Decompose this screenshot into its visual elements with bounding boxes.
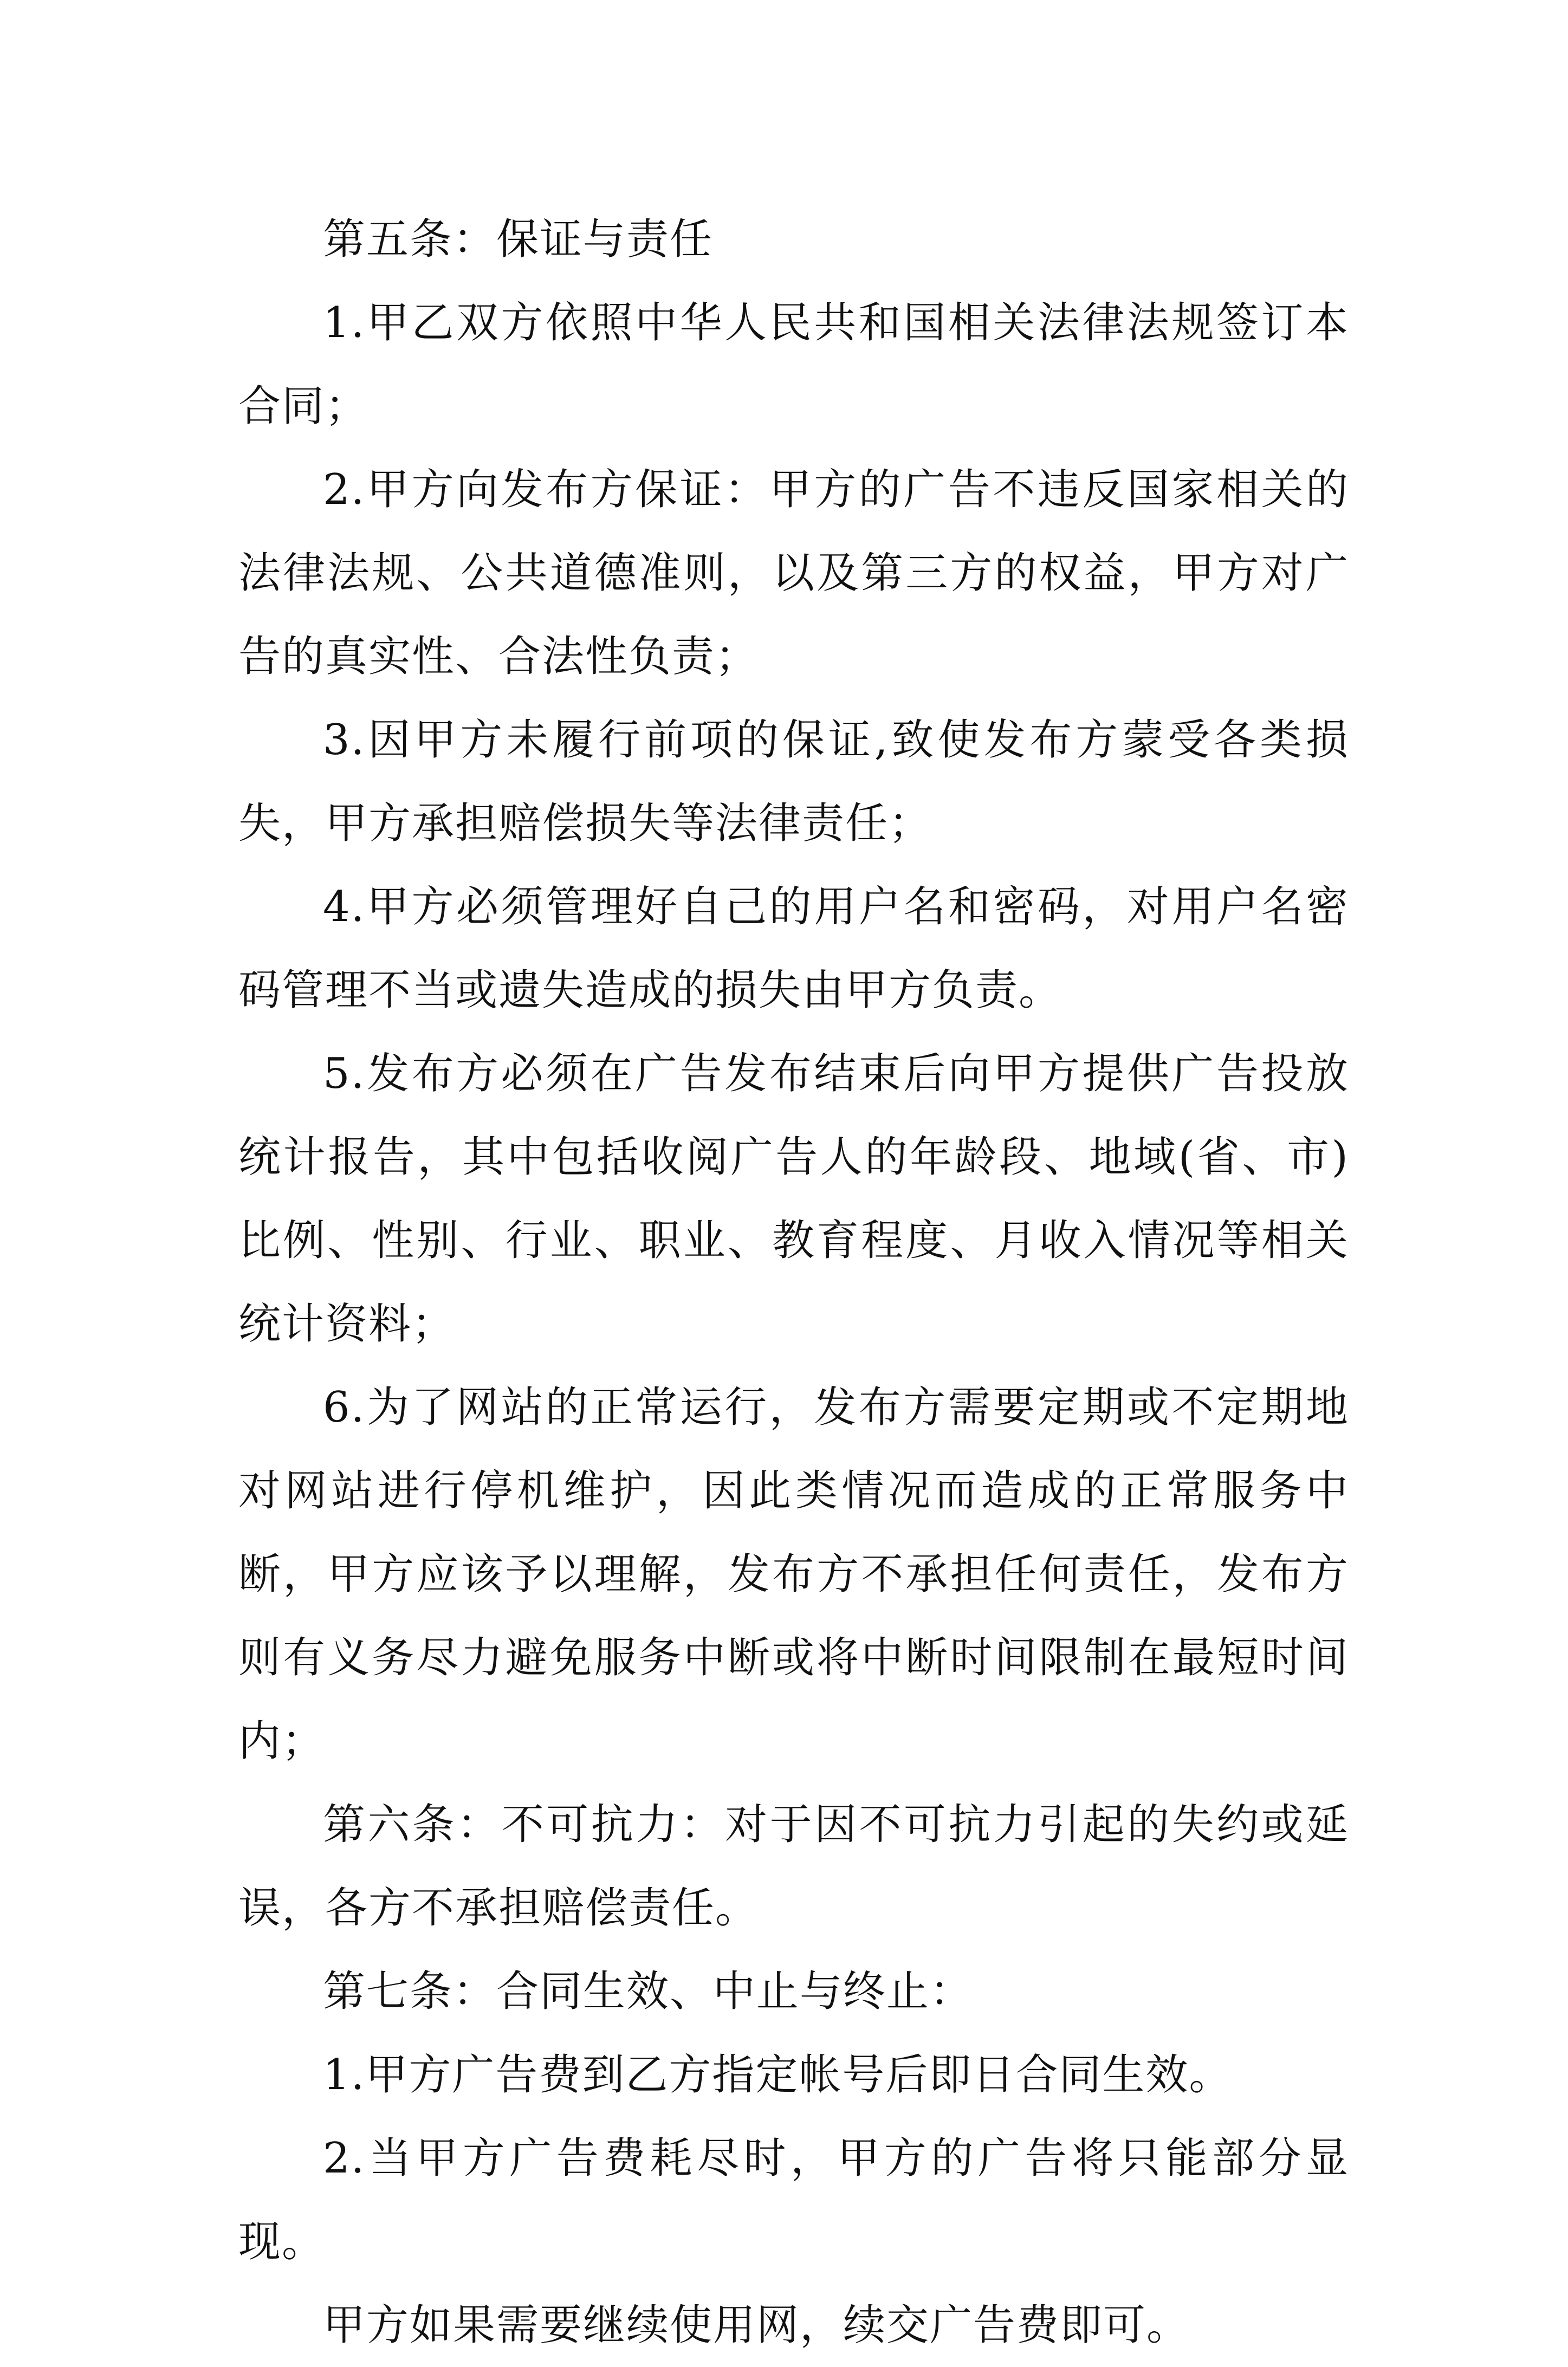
section-heading-article-7: 第七条：合同生效、中止与终止： — [323, 1967, 974, 2016]
clause-paragraph: 2.甲方向发布方保证：甲方的广告不违反国家相关的法律法规、公共道德准则，以及第三方的权益，甲方对广告的真实性、合法性负责； — [238, 465, 1349, 681]
clause-paragraph: 1.甲方广告费到乙方指定帐号后即日合同生效。 — [323, 2051, 1233, 2099]
clause-paragraph: 4.甲方必须管理好自己的用户名和密码，对用户名密码管理不当或遗失造成的损失由甲方负责。 — [238, 883, 1349, 1015]
section-paragraph-article-6: 第六条：不可抗力：对于因不可抗力引起的失约或延误，各方不承担赔偿责任。 — [238, 1800, 1349, 1932]
clause-paragraph: 5.发布方必须在广告发布结束后向甲方提供广告投放统计报告，其中包括收阅广告人的年龄段、地域(省、市)比例、性别、行业、职业、教育程度、月收入情况等相关统计资料； — [238, 1049, 1349, 1348]
clause-paragraph: 3.因甲方未履行前项的保证,致使发布方蒙受各类损失，甲方承担赔偿损失等法律责任； — [238, 716, 1349, 848]
document-body — [238, 198, 1349, 2367]
section-heading-article-5: 第五条：保证与责任 — [323, 215, 714, 264]
clause-paragraph: 2.当甲方广告费耗尽时，甲方的广告将只能部分显现。 — [238, 2134, 1349, 2266]
clause-paragraph: 甲方如果需要继续使用网，续交广告费即可。 — [323, 2301, 1190, 2350]
clause-paragraph: 6.为了网站的正常运行，发布方需要定期或不定期地对网站进行停机维护，因此类情况而造成的正常服务中断，甲方应该予以理解，发布方不承担任何责任，发布方则有义务尽力避免服务中断或将中断时间限制在最短时间内； — [238, 1383, 1349, 1766]
clause-paragraph: 1.甲乙双方依照中华人民共和国相关法律法规签订本合同； — [238, 299, 1349, 431]
